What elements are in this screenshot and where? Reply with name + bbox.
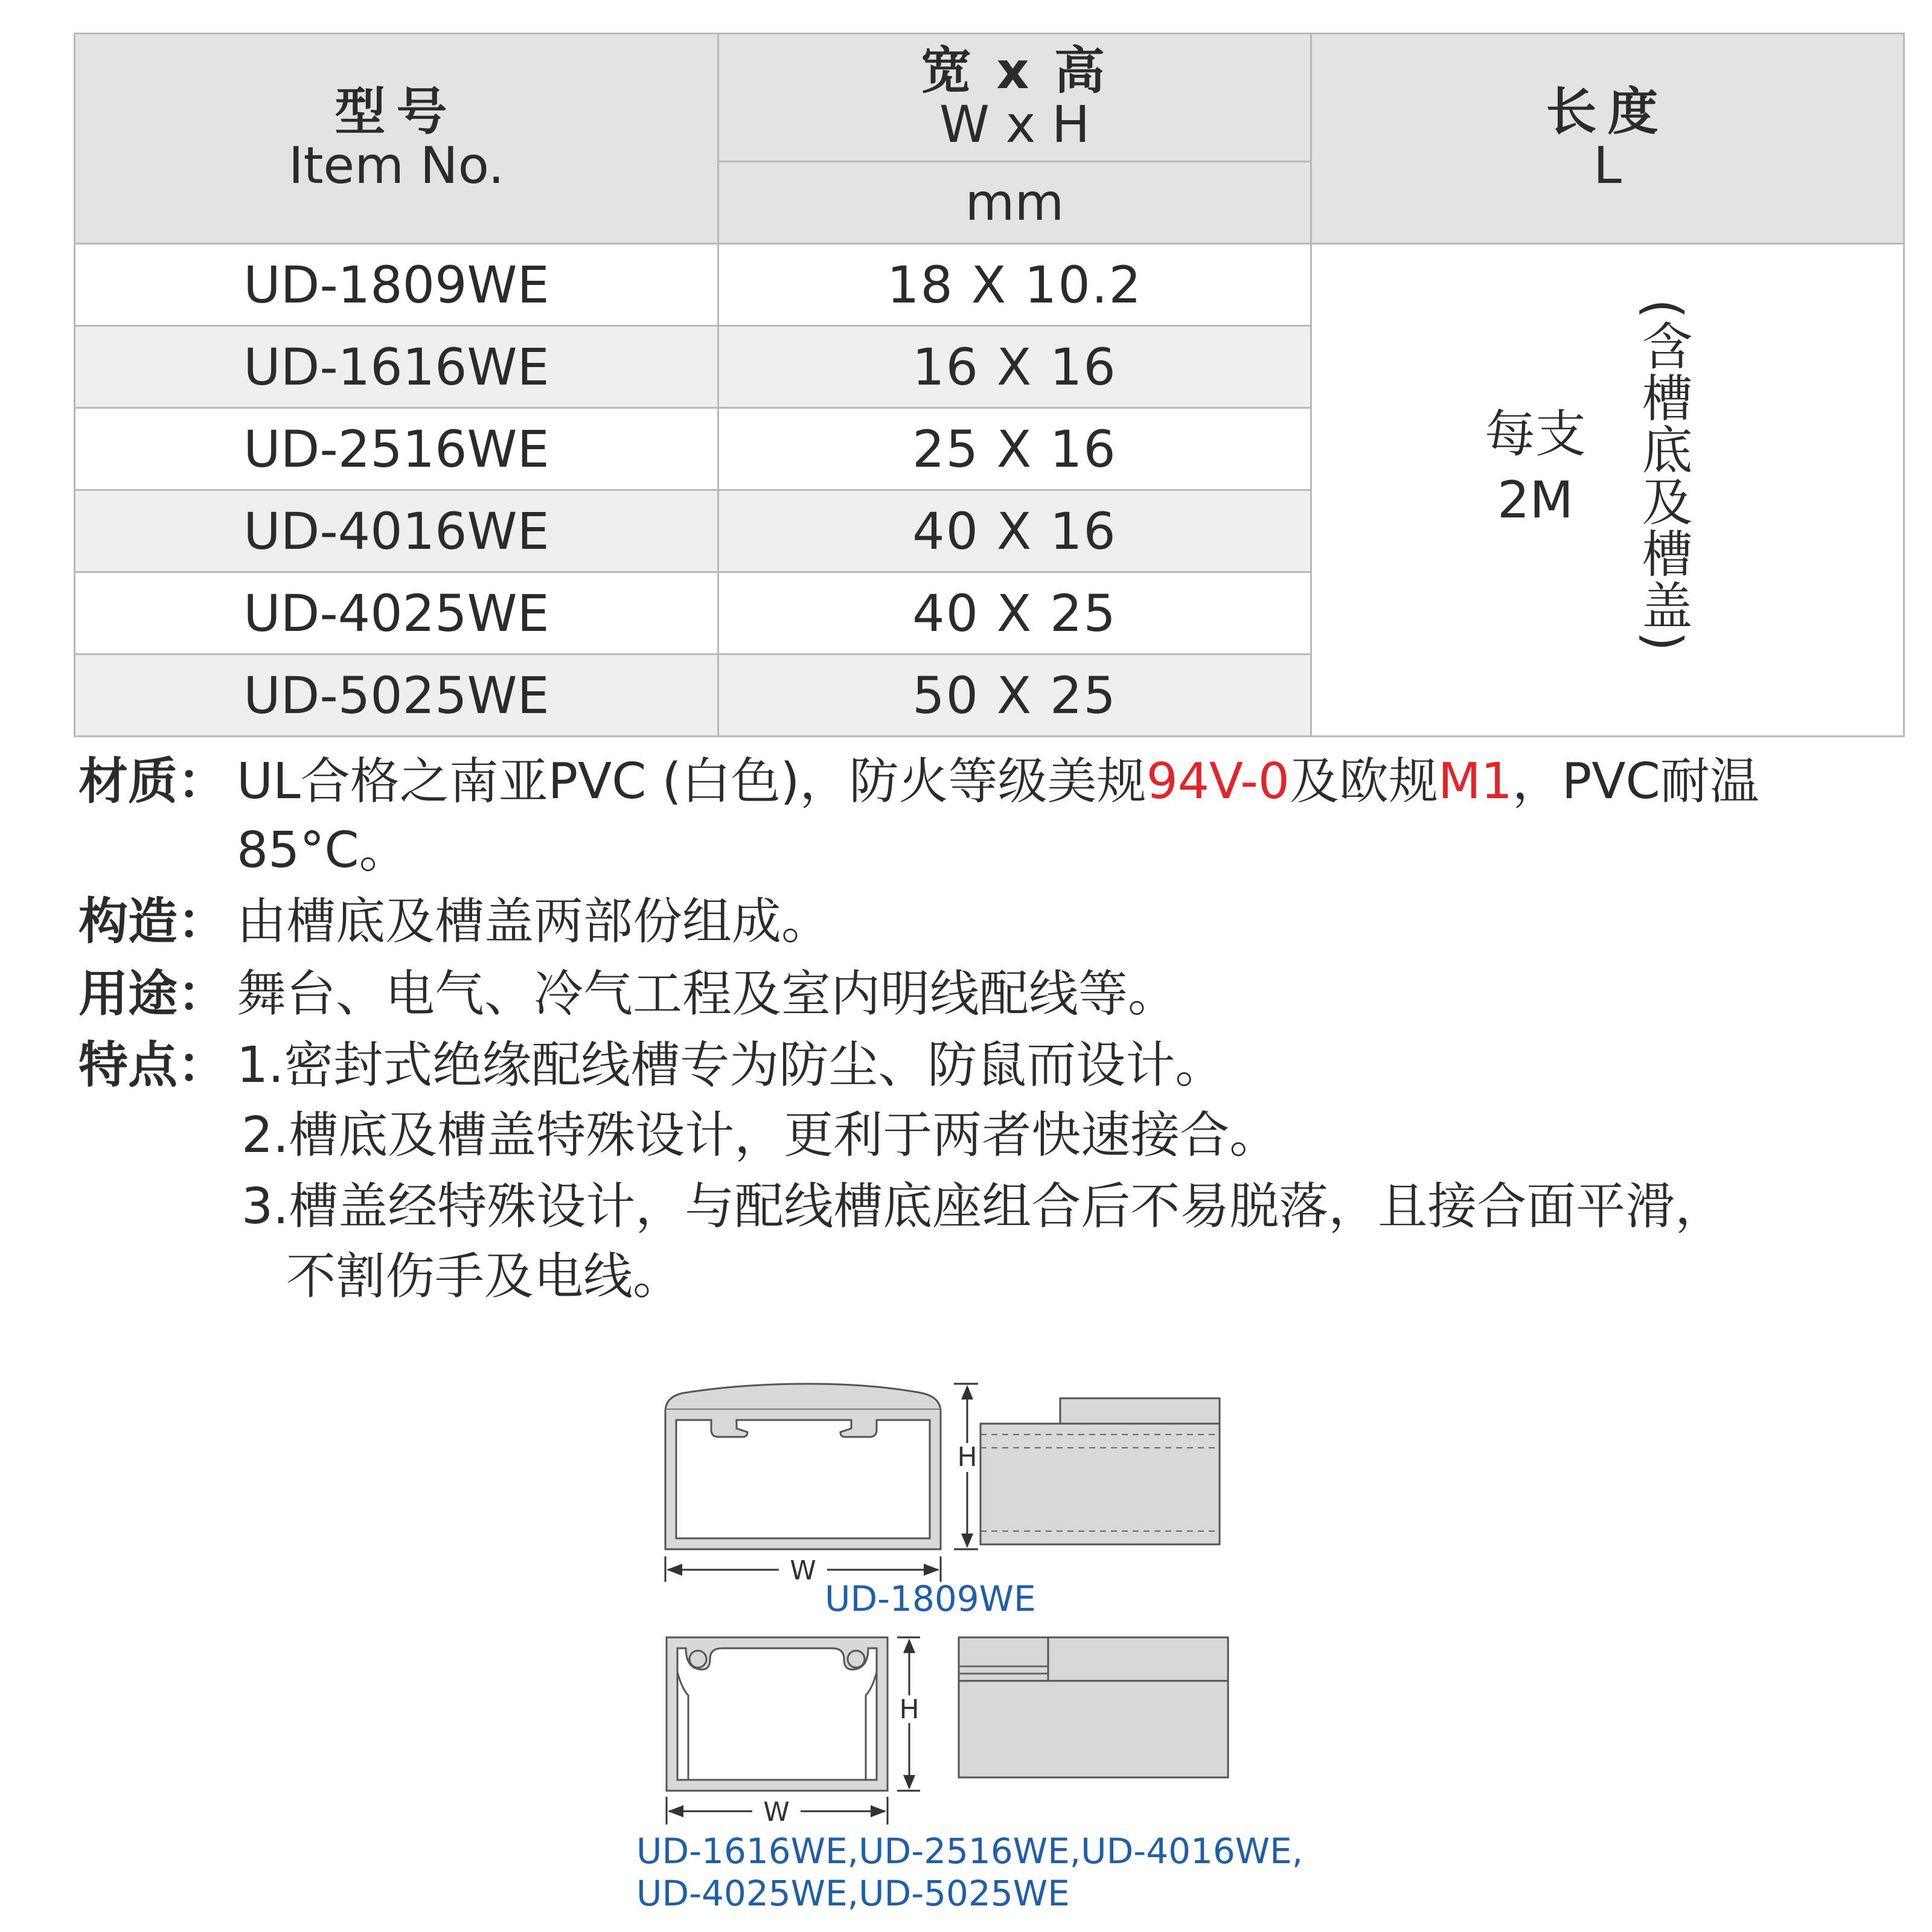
row-4-size: 40 X 16: [718, 490, 1311, 572]
material-text-1: UL合格之南亚PVC (白色)，防火等级美规: [237, 753, 1147, 810]
length-cell: [1311, 244, 1904, 737]
header-size-cn: 宽 x 高: [921, 41, 1108, 101]
material-text-4: 85°C。: [237, 822, 409, 879]
row-6-model: UD-5025WE: [75, 654, 718, 737]
feature-line-1: [78, 1032, 1224, 1099]
diagram-1-label-h: H: [957, 1442, 977, 1473]
diagram-ud-series-section: [662, 1635, 939, 1834]
header-length: [1311, 34, 1904, 244]
row-5-model: UD-4025WE: [75, 572, 718, 654]
row-1-size: 18 X 10.2: [718, 244, 1311, 326]
material-red-2: M1: [1438, 753, 1512, 810]
feature-3b: 不割伤手及电线。: [286, 1248, 683, 1305]
material-text-2: 及欧规: [1289, 753, 1438, 810]
material-label: 材质：: [78, 753, 228, 810]
material-red-1: 94V-0: [1146, 753, 1290, 810]
diagram-2-label-w: W: [763, 1797, 790, 1828]
diagram-ud-series-side: [956, 1635, 1232, 1780]
row-1-model: UD-1809WE: [75, 244, 718, 326]
diagram-2-caption-b: UD-4025WE,UD-5025WE: [636, 1873, 1070, 1914]
header-model-cn: 型号: [334, 82, 458, 142]
row-4-model: UD-4016WE: [75, 490, 718, 572]
diagram-2-label-h: H: [899, 1694, 920, 1725]
feature-label: 特点：: [78, 1037, 228, 1094]
usage-text: 舞台、电气、冷气工程及室内明线配线等。: [237, 965, 1178, 1023]
usage-label: 用途：: [78, 965, 228, 1023]
material-text-3: ，PVC耐温: [1512, 753, 1759, 810]
header-size: [718, 34, 1311, 162]
row-3-size: 25 X 16: [718, 408, 1311, 490]
header-length-cn: 长度: [1546, 82, 1669, 142]
header-length-en: L: [1593, 135, 1622, 195]
diagram-2-caption-a: UD-1616WE,UD-2516WE,UD-4016WE,: [636, 1831, 1303, 1872]
usage-line: [78, 961, 1177, 1028]
row-6-size: 50 X 25: [718, 654, 1311, 737]
length-note: (含槽底及槽盖): [1634, 299, 1693, 653]
diagram-ud1809-section: [652, 1383, 990, 1594]
header-size-unit: mm: [718, 162, 1311, 244]
structure-label: 构造：: [78, 893, 228, 950]
feature-3a: 3.槽盖经特殊设计，与配线槽底座组合后不易脱落，且接合面平滑，: [242, 1178, 1725, 1235]
header-model-en: Item No.: [288, 135, 505, 195]
structure-text: 由槽底及槽盖两部份组成。: [237, 893, 831, 950]
row-2-size: 16 X 16: [718, 326, 1311, 408]
diagram-1-caption: UD-1809WE: [825, 1578, 1036, 1619]
length-value: [1457, 401, 1614, 533]
feature-2: 2.槽底及槽盖特殊设计，更利于两者快速接合。: [242, 1107, 1279, 1164]
diagram-1-label-w: W: [790, 1555, 816, 1586]
structure-line: [78, 889, 831, 956]
length-value-line1: 每支: [1484, 405, 1586, 464]
feature-1: 1.密封式绝缘配线槽专为防尘、防鼠而设计。: [237, 1037, 1225, 1094]
row-2-model: UD-1616WE: [75, 326, 718, 408]
material-line: [78, 749, 1759, 816]
header-model: [75, 34, 718, 244]
header-size-en: W x H: [939, 94, 1090, 154]
length-value-line2: 2M: [1497, 470, 1573, 530]
row-3-model: UD-2516WE: [75, 408, 718, 490]
row-5-size: 40 X 25: [718, 572, 1311, 654]
diagram-ud1809-side: [978, 1397, 1222, 1548]
spec-table: [74, 33, 1905, 737]
